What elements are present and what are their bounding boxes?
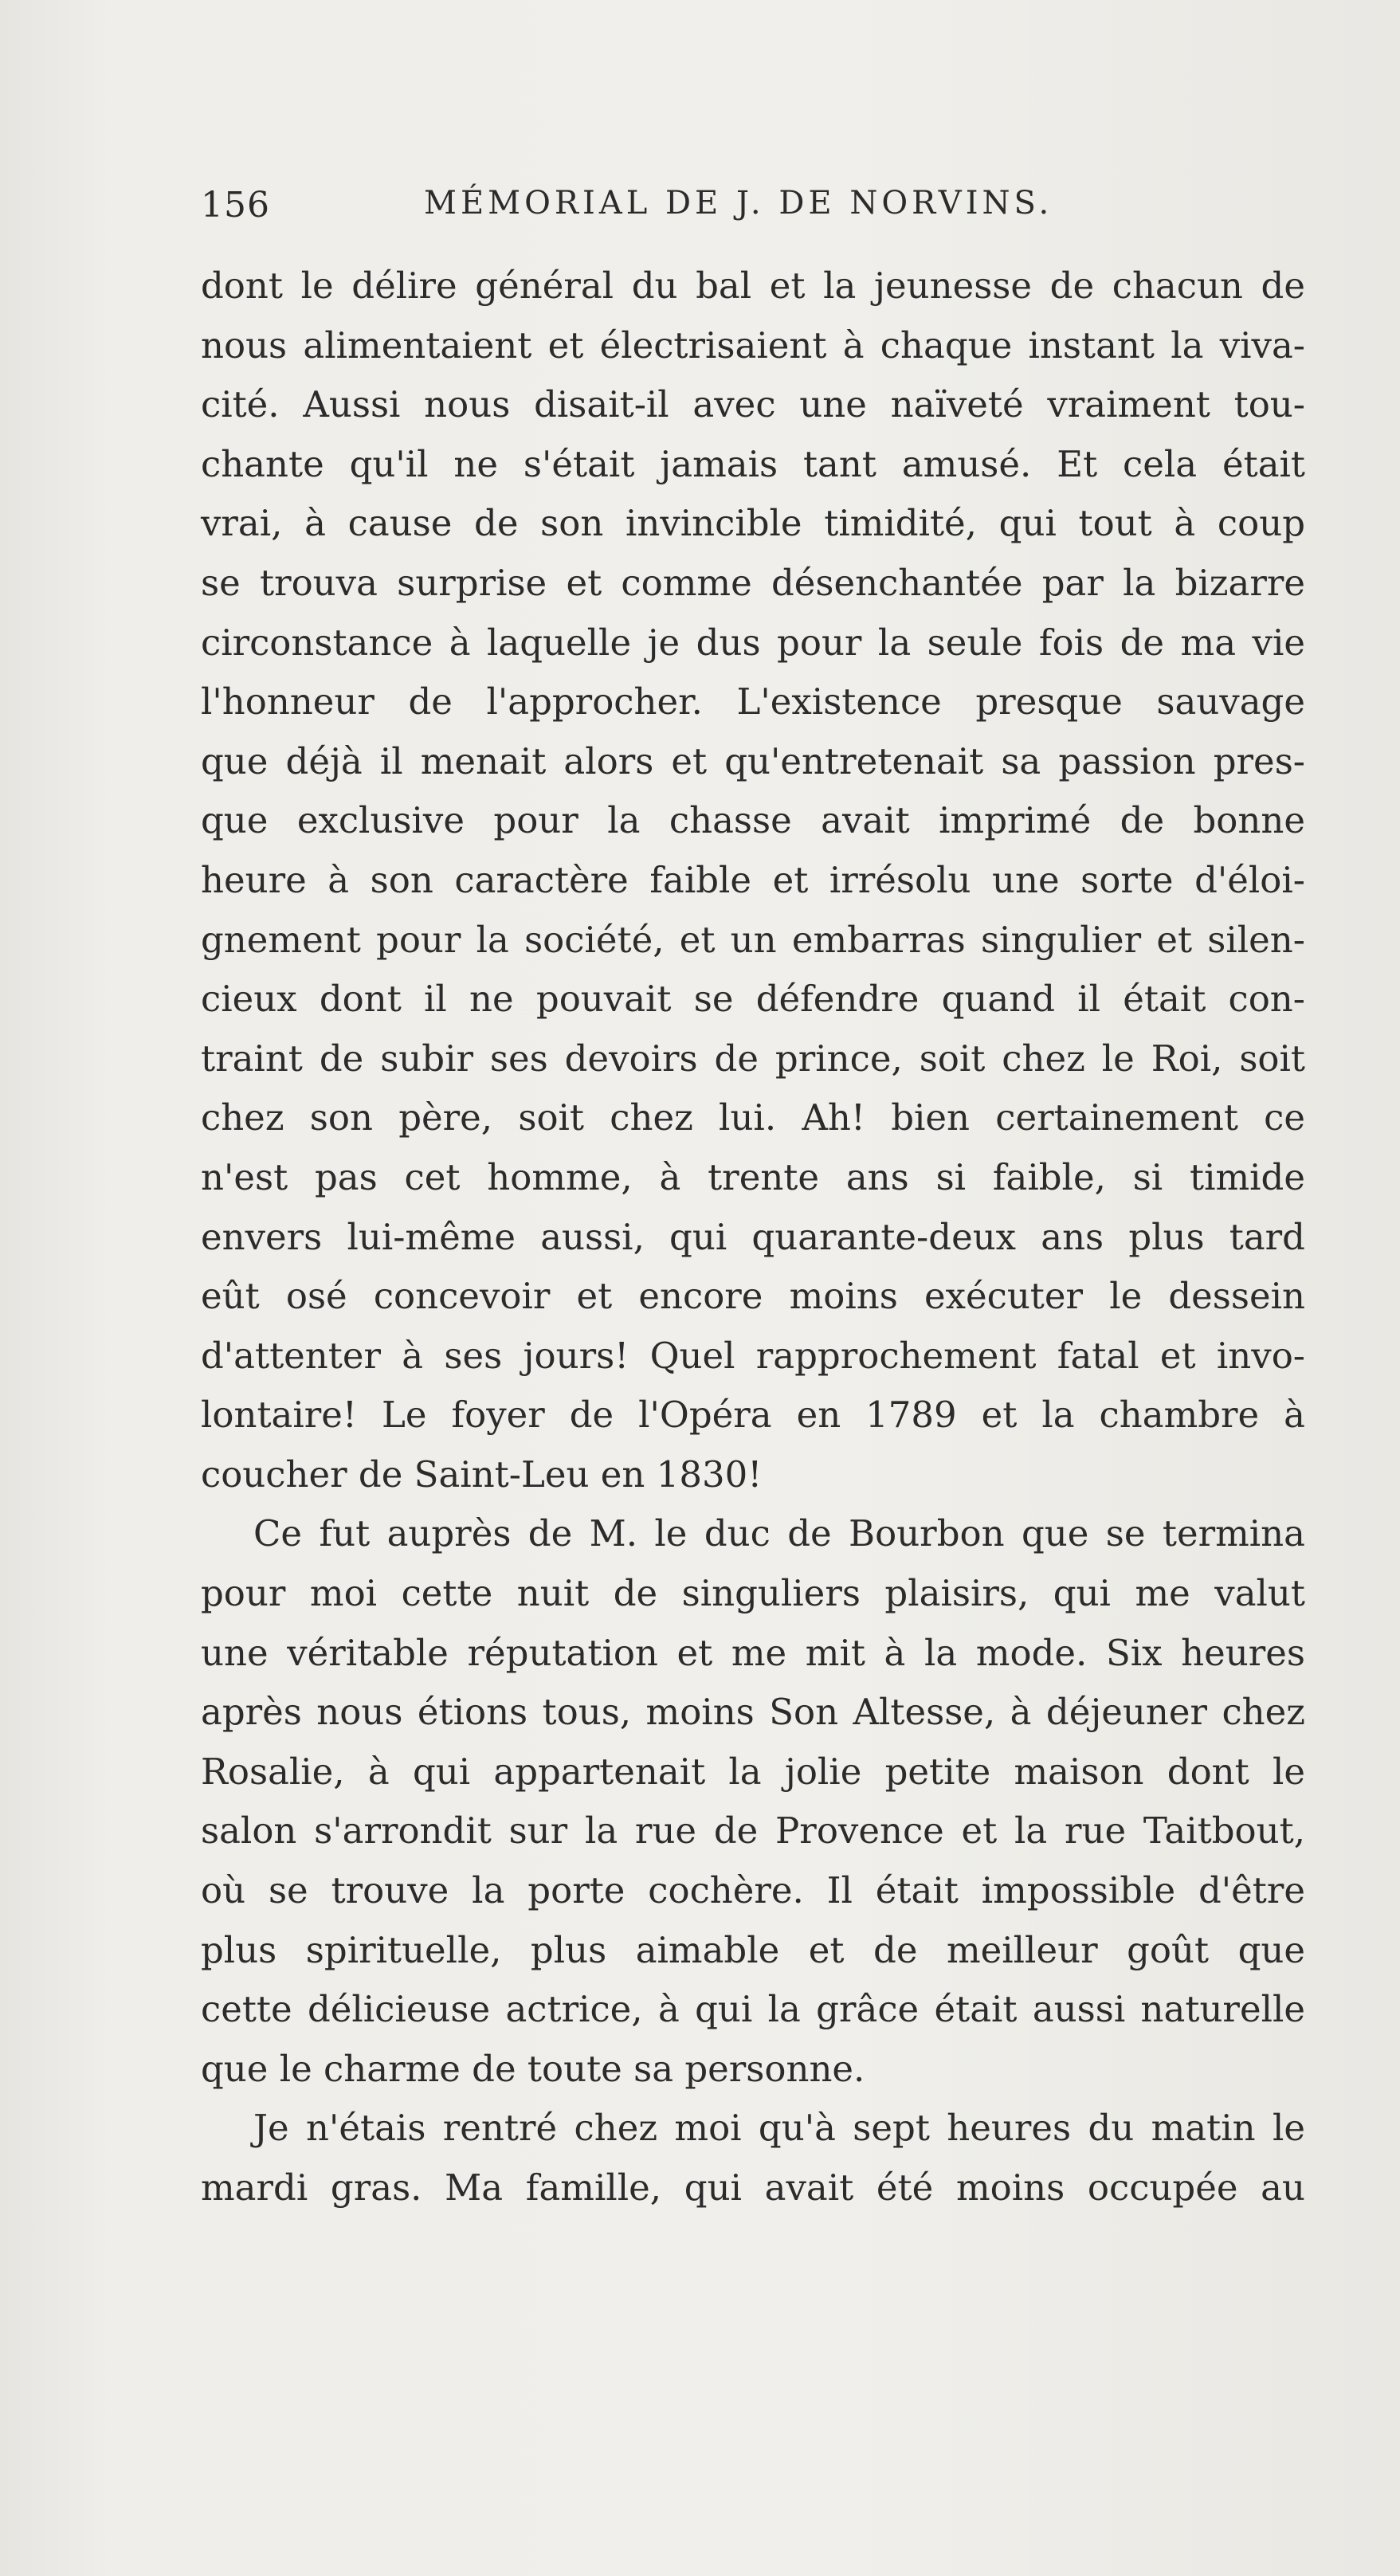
text-line: traint de subir ses devoirs de prince, soit chez le Roi, soit [201, 1037, 1305, 1080]
text-line: pour moi cette nuit de singuliers plaisirs, qui me valut [201, 1572, 1305, 1615]
text-line: chez son père, soit chez lui. Ah! bien certainement ce [201, 1096, 1305, 1139]
text-line: que déjà il menait alors et qu'entretenait sa passion pres- [201, 739, 1305, 782]
text-line: coucher de Saint-Leu en 1830! [201, 1453, 763, 1496]
text-line: lontaire! Le foyer de l'Opéra en 1789 et la chambre à [201, 1394, 1305, 1437]
text-line: que exclusive pour la chasse avait imprimé de bonne [201, 799, 1305, 842]
text-line: chante qu'il ne s'était jamais tant amusé. Et cela était [201, 442, 1305, 485]
page-number: 156 [201, 185, 270, 225]
text-line: envers lui-même aussi, qui quarante-deux ans plus tard [201, 1215, 1305, 1258]
text-line: Ce fut auprès de M. le duc de Bourbon que se termina [253, 1512, 1305, 1555]
text-line: circonstance à laquelle je dus pour la seule fois de ma vie [201, 621, 1305, 664]
text-line: gnement pour la société, et un embarras singulier et silen- [201, 918, 1305, 961]
text-line: cité. Aussi nous disait-il avec une naïveté vraiment tou- [201, 383, 1305, 426]
text-line: mardi gras. Ma famille, qui avait été moins occupée au [201, 2166, 1305, 2209]
text-line: plus spirituelle, plus aimable et de meilleur goût que [201, 1928, 1305, 1971]
text-line: une véritable réputation et me mit à la mode. Six heures [201, 1631, 1305, 1674]
text-line: nous alimentaient et électrisaient à chaque instant la viva- [201, 323, 1305, 367]
running-title: MÉMORIAL DE J. DE NORVINS. [424, 185, 1053, 222]
text-line: cieux dont il ne pouvait se défendre quand il était con- [201, 978, 1305, 1021]
body-text [201, 257, 1305, 2218]
text-line: Rosalie, à qui appartenait la jolie petite maison dont le [201, 1750, 1305, 1793]
text-line: n'est pas cet homme, à trente ans si faible, si timide [201, 1155, 1305, 1198]
text-line: où se trouve la porte cochère. Il était impossible d'être [201, 1869, 1305, 1912]
text-line: cette délicieuse actrice, à qui la grâce était aussi naturelle [201, 1988, 1305, 2031]
text-line: l'honneur de l'approcher. L'existence presque sauvage [201, 680, 1305, 723]
running-header [201, 174, 1077, 229]
text-line: d'attenter à ses jours! Quel rapprochement fatal et invo- [201, 1334, 1305, 1377]
text-line: après nous étions tous, moins Son Altesse, à déjeuner chez [201, 1691, 1305, 1734]
text-line: eût osé concevoir et encore moins exécuter le dessein [201, 1275, 1305, 1318]
text-line: dont le délire général du bal et la jeunesse de chacun de [201, 265, 1305, 307]
text-line: salon s'arrondit sur la rue de Provence et la rue Taitbout, [201, 1809, 1305, 1853]
text-line: se trouva surprise et comme désenchantée par la bizarre [201, 561, 1305, 604]
text-line: Je n'étais rentré chez moi qu'à sept heures du matin le [253, 2107, 1305, 2150]
text-line: vrai, à cause de son invincible timidité, qui tout à coup [201, 502, 1305, 545]
text-line: que le charme de toute sa personne. [201, 2047, 865, 2090]
text-line: heure à son caractère faible et irrésolu une sorte d'éloi- [201, 858, 1305, 901]
